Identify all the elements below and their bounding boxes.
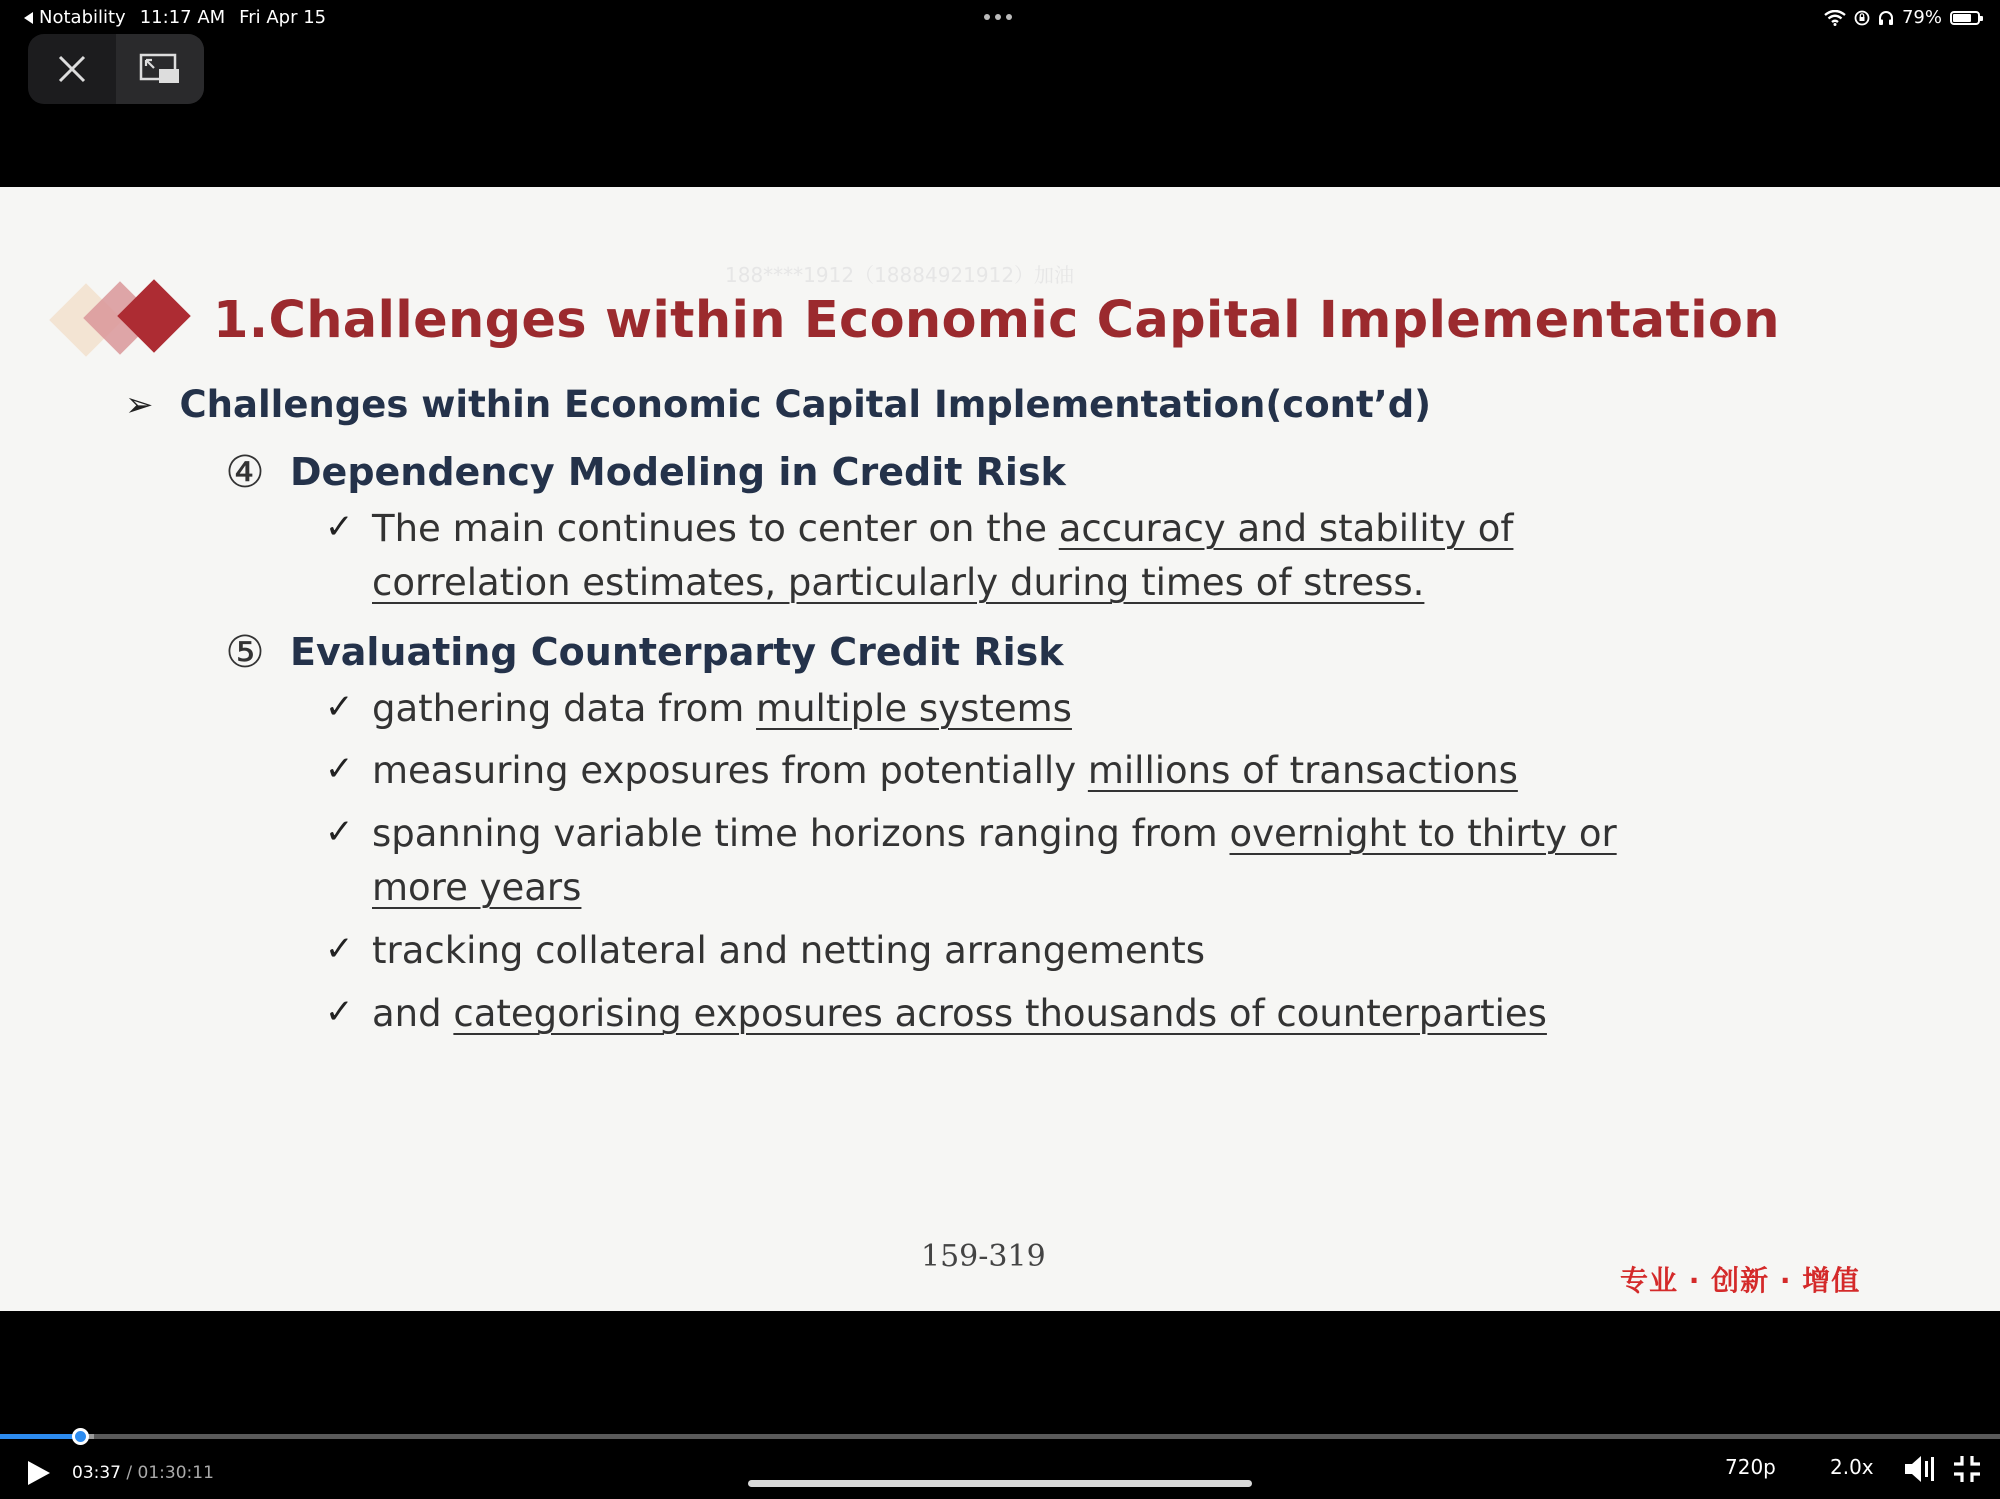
item-heading-counterparty [222,626,1064,678]
playback-time [72,1463,214,1483]
title-diamonds-decoration [52,280,202,360]
bullet-text: The main continues to center on the [372,507,1059,550]
bullet-line [372,561,1424,604]
check-icon: ✓ [325,812,354,852]
item-heading-text: Dependency Modeling in Credit Risk [290,450,1066,494]
bullet-line [372,929,1205,972]
progress-scrubber-handle[interactable] [72,1428,89,1445]
back-to-app-link[interactable] [24,7,126,28]
multitasking-dots[interactable] [984,14,1012,20]
slide-page-number: 159-319 [921,1239,1046,1274]
check-icon: ✓ [325,929,354,969]
check-icon: ✓ [325,687,354,727]
check-icon: ✓ [325,992,354,1032]
check-icon: ✓ [325,507,354,547]
bullet-text-underlined: categorising exposures across thousands of counterparties [453,992,1547,1035]
bullet-line [372,992,1547,1035]
quality-selector[interactable]: 720p [1725,1455,1776,1479]
circled-number-5: ⑤ [225,626,265,678]
arrow-bullet-icon: ➢ [125,384,154,425]
video-top-controls [28,34,204,104]
section-heading-text: Challenges within Economic Capital Implementation(cont’d) [179,383,1432,426]
headphones-icon [1878,10,1894,26]
item-heading-text: Evaluating Counterparty Credit Risk [290,630,1064,674]
volume-button[interactable] [1902,1452,1936,1486]
exit-fullscreen-icon [1952,1454,1982,1484]
lecture-slide [0,187,2000,1311]
bullet-text: tracking collateral and netting arrangements [372,929,1205,972]
playback-speed-selector[interactable]: 2.0x [1830,1455,1874,1479]
status-date: Fri Apr 15 [239,7,327,28]
picture-in-picture-icon [139,53,181,85]
bullet-line [372,507,1513,550]
slide-title: 1.Challenges within Economic Capital Implementation [213,291,1780,350]
check-icon: ✓ [325,749,354,789]
video-progress-bar[interactable] [0,1434,2000,1439]
slide-slogan: 专业 · 创新 · 增值 [1620,1264,1861,1297]
slide-watermark: 188****1912（18884921912）加油 [725,263,1075,287]
bullet-line [372,812,1617,855]
picture-in-picture-button[interactable] [116,34,204,104]
play-button[interactable] [24,1458,54,1488]
orientation-lock-icon [1854,10,1870,26]
bullet-text: gathering data from [372,687,757,730]
exit-fullscreen-button[interactable] [1952,1454,1982,1484]
bullet-line [372,749,1518,792]
battery-icon [1950,11,1980,25]
bullet-text: spanning variable time horizons ranging from [372,812,1230,855]
volume-icon [1902,1452,1936,1486]
bullet-text: and [372,992,454,1035]
section-heading [125,383,1431,426]
back-app-name: Notability [39,7,126,28]
current-time: 03:37 [72,1463,121,1483]
status-time: 11:17 AM [139,7,226,28]
home-indicator[interactable] [748,1480,1252,1487]
bullet-text-underlined: millions of transactions [1087,749,1518,792]
item-heading-dependency [222,446,1066,498]
bullet-text-underlined: multiple systems [756,687,1072,730]
play-icon [24,1458,54,1488]
battery-percent: 79% [1901,7,1942,28]
close-video-button[interactable] [28,34,116,104]
bullet-text-underlined: correlation estimates, particularly during times of stress. [372,561,1425,604]
bullet-line [372,866,581,909]
bullet-text-underlined: overnight to thirty or [1229,812,1617,855]
circled-number-4: ④ [225,446,265,498]
status-bar [0,0,2000,34]
progress-played [0,1434,80,1439]
bullet-text-underlined: accuracy and stability of [1058,507,1514,550]
bullet-text-underlined: more years [372,866,582,909]
bullet-line [372,687,1072,730]
back-arrow-icon [24,12,33,24]
bullet-text: measuring exposures from potentially [372,749,1088,792]
wifi-icon [1824,10,1846,26]
close-icon [56,53,88,85]
total-duration: / 01:30:11 [121,1463,214,1483]
